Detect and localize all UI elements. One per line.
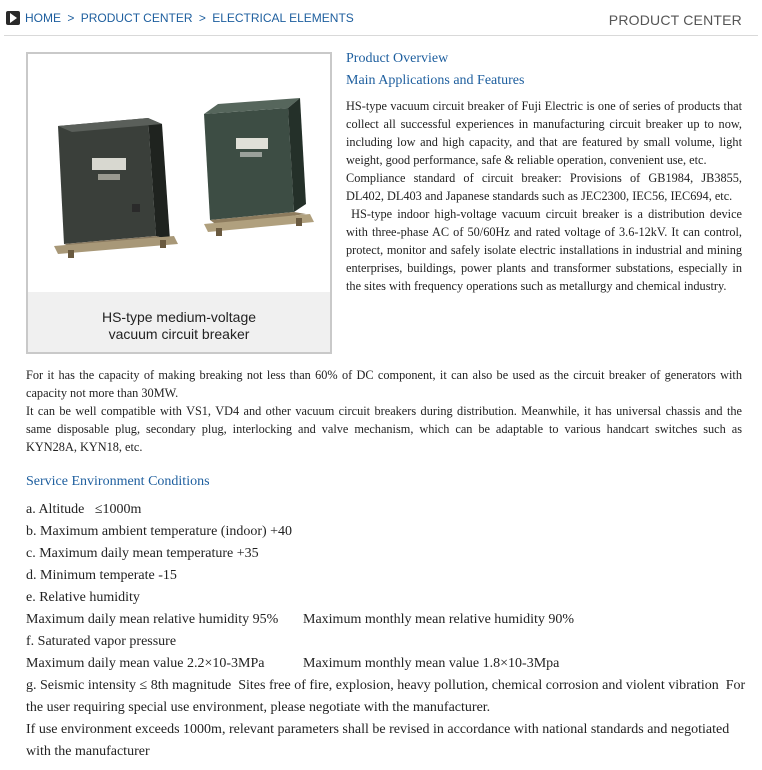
overview-paragraph: HS-type vacuum circuit breaker of Fuji Electric is one of series of products that collect all successful experiences in manufacturing circuit breaker up to now, including low and high capacity, and that are featured by small volume, light weight, good performance, safe & reliable operation, convenient use, etc. <box>346 99 742 167</box>
condition-relative-humidity: e. Relative humidity <box>26 590 140 605</box>
breadcrumb <box>25 11 354 25</box>
condition-seismic-intensity: g. Seismic intensity ≤ 8th magnitude Sites free of fire, explosion, heavy pollution, chemical corrosion and violent vibration For the user requiring special use environment, please negotiate with the manufacturer. <box>26 678 746 715</box>
product-image-frame <box>26 52 332 354</box>
product-caption-line-1: HS-type medium-voltage <box>101 309 257 325</box>
compatibility-paragraph: It can be well compatible with VS1, VD4 and other vacuum circuit breakers during distribution. Meanwhile, it has universal chassis and the same disposable plug, secondary plug, interlocking and valve mechanism, which can be adaptable to various handcart switches such as KYN28A, KYN18, etc. <box>26 404 742 454</box>
condition-vapor-pressure-values <box>26 653 756 675</box>
overview-column <box>346 48 746 295</box>
capacity-paragraph: For it has the capacity of making breaking not less than 60% of DC component, it can also be used as the circuit breaker of generators with capacity not more than 30MW. <box>26 368 742 400</box>
breadcrumb-separator: > <box>198 11 206 25</box>
breadcrumb-divider <box>4 35 758 36</box>
applications-features-heading: Main Applications and Features <box>346 73 525 88</box>
breadcrumb-bar <box>0 0 762 36</box>
section-title: PRODUCT CENTER <box>608 12 742 28</box>
application-paragraph: HS-type indoor high-voltage vacuum circuit breaker is a distribution device with three-phase AC of 50/60Hz and rated voltage of 3.6-12kV. It can control, protect, monitor and safely isolate electric installations in industrial and mining enterprises, buildings, power plants and transformer substations, especially in the sites with frequency operations such as metallurgy and chemical industry. <box>346 207 746 293</box>
service-conditions-list <box>26 499 756 763</box>
condition-min-temperature: d. Minimum temperate -15 <box>26 568 177 583</box>
condition-saturated-vapor-pressure: f. Saturated vapor pressure <box>26 634 177 649</box>
standards-paragraph: Compliance standard of circuit breaker: Provisions of GB1984, JB3855, DL402, DL403 and Japanese standards such as JEC2300, IEC56, IEC694, etc. <box>346 171 742 203</box>
product-caption <box>28 292 330 352</box>
product-overview-heading: Product Overview <box>346 51 449 66</box>
condition-humidity-values <box>26 609 756 631</box>
service-environment-heading: Service Environment Conditions <box>26 474 210 489</box>
product-photo <box>28 54 330 292</box>
breadcrumb-electrical-elements-link[interactable]: ELECTRICAL ELEMENTS <box>212 11 354 25</box>
product-caption-line-2: vacuum circuit breaker <box>108 326 250 342</box>
condition-max-daily-mean-temperature: c. Maximum daily mean temperature +35 <box>26 546 259 561</box>
condition-max-ambient-temperature: b. Maximum ambient temperature (indoor) +40 <box>26 524 293 539</box>
breadcrumb-product-center-link[interactable]: PRODUCT CENTER <box>80 11 193 25</box>
breaker-unit-left-illustration <box>54 118 178 258</box>
monthly-vapor-pressure-value: Maximum monthly mean value 1.8×10-3Mpa <box>303 656 560 671</box>
breaker-unit-right-illustration <box>204 98 314 236</box>
breadcrumb-home-link[interactable]: HOME <box>25 11 61 25</box>
arrow-right-icon <box>6 11 20 25</box>
altitude-note: If use environment exceeds 1000m, relevant parameters shall be revised in accordance with national standards and negotiated with the manufacturer <box>26 722 730 759</box>
condition-altitude: a. Altitude ≤1000m <box>26 502 142 517</box>
daily-vapor-pressure-value: Maximum daily mean value 2.2×10-3MPa <box>26 656 265 671</box>
daily-humidity-value: Maximum daily mean relative humidity 95% <box>26 612 279 627</box>
breadcrumb-separator: > <box>67 11 75 25</box>
monthly-humidity-value: Maximum monthly mean relative humidity 90% <box>303 612 575 627</box>
